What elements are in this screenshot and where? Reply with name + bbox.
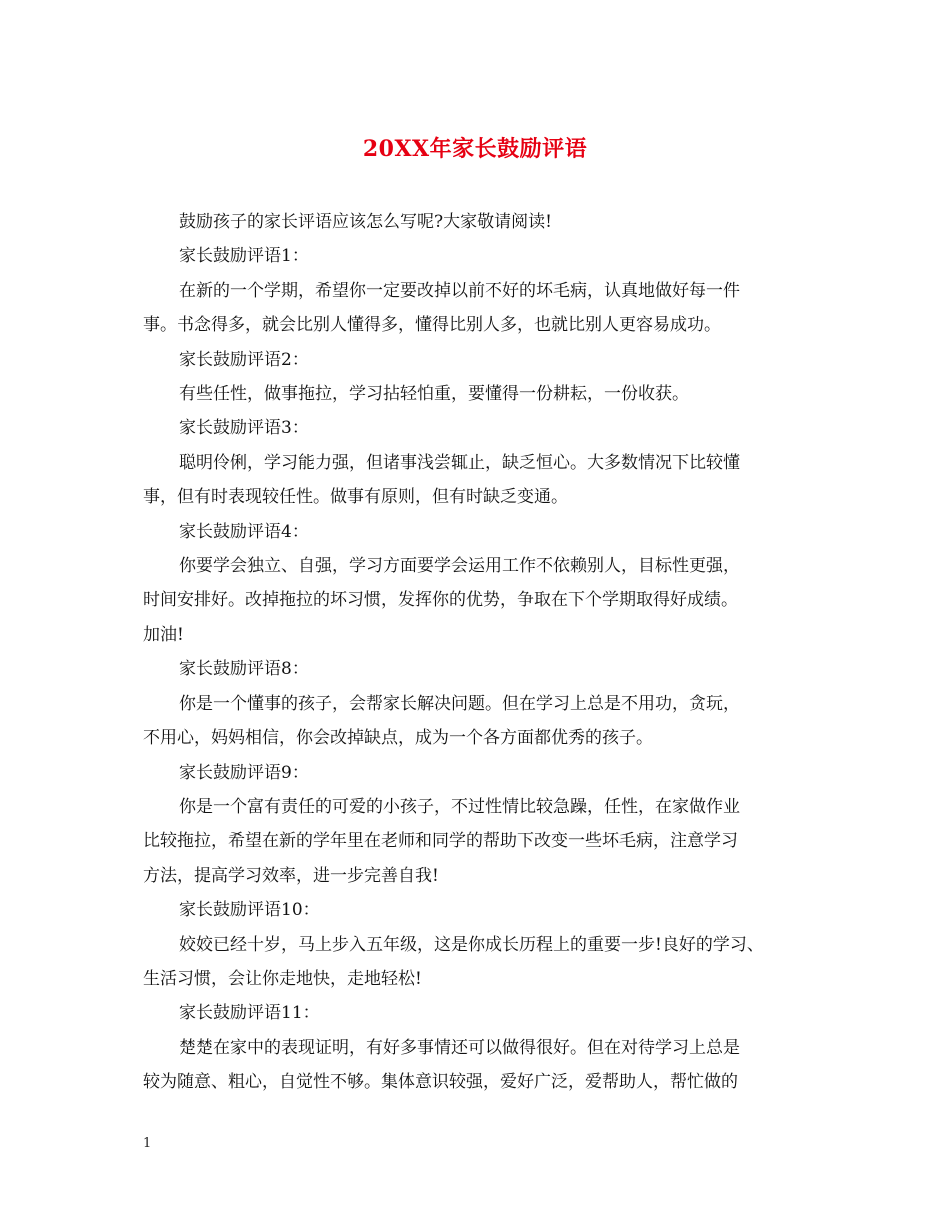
text-line: 有些任性，做事拖拉，学习拈轻怕重，要懂得一份耕耘，一份收获。 [179,384,689,405]
text-line: 姣姣已经十岁，马上步入五年级，这是你成长历程上的重要一步!良好的学习、 [179,934,764,955]
text-line: 加油! [143,624,184,645]
text-line: 鼓励孩子的家长评语应该怎么写呢?大家敬请阅读! [179,212,552,232]
text-line: 家长鼓励评语11： [179,1003,320,1024]
text-line: 家长鼓励评语8： [179,659,309,680]
text-line: 家长鼓励评语4： [179,521,309,542]
text-line: 不用心，妈妈相信，你会改掉缺点，成为一个各方面都优秀的孩子。 [143,728,653,749]
text-line: 家长鼓励评语9： [179,762,309,783]
text-line: 你是一个懂事的孩子，会帮家长解决问题。但在学习上总是不用功，贪玩， [179,693,740,714]
text-line: 你要学会独立、自强，学习方面要学会运用工作不依赖别人，目标性更强， [179,556,740,577]
text-line: 比较拖拉，希望在新的学年里在老师和同学的帮助下改变一些坏毛病，注意学习 [143,831,738,852]
text-line: 家长鼓励评语2： [179,349,309,370]
text-line: 在新的一个学期，希望你一定要改掉以前不好的坏毛病，认真地做好每一件 [179,280,740,301]
text-line: 生活习惯，会让你走地快，走地轻松! [143,968,422,989]
document-body [143,205,833,1100]
text-line: 较为随意、粗心，自觉性不够。集体意识较强，爱好广泛，爱帮助人，帮忙做的 [143,1072,738,1093]
text-line: 聪明伶俐，学习能力强，但诸事浅尝辄止，缺乏恒心。大多数情况下比较懂 [179,452,740,473]
text-line: 你是一个富有责任的可爱的小孩子，不过性情比较急躁，任性，在家做作业 [179,796,740,817]
text-line: 家长鼓励评语3： [179,418,309,439]
text-line: 事。书念得多，就会比别人懂得多，懂得比别人多，也就比别人更容易成功。 [143,315,721,336]
text-line: 事，但有时表现较任性。做事有原则，但有时缺乏变通。 [143,487,568,508]
text-line: 方法，提高学习效率，进一步完善自我! [143,865,439,886]
text-line: 楚楚在家中的表现证明，有好多事情还可以做得很好。但在对待学习上总是 [179,1037,740,1058]
text-line: 家长鼓励评语10： [179,900,320,921]
page-number: 1 [143,1136,152,1151]
document-title: 20XX年家长鼓励评语 [362,136,588,162]
text-line: 家长鼓励评语1： [179,246,309,267]
text-line: 时间安排好。改掉拖拉的坏习惯，发挥你的优势，争取在下个学期取得好成绩。 [143,590,738,611]
